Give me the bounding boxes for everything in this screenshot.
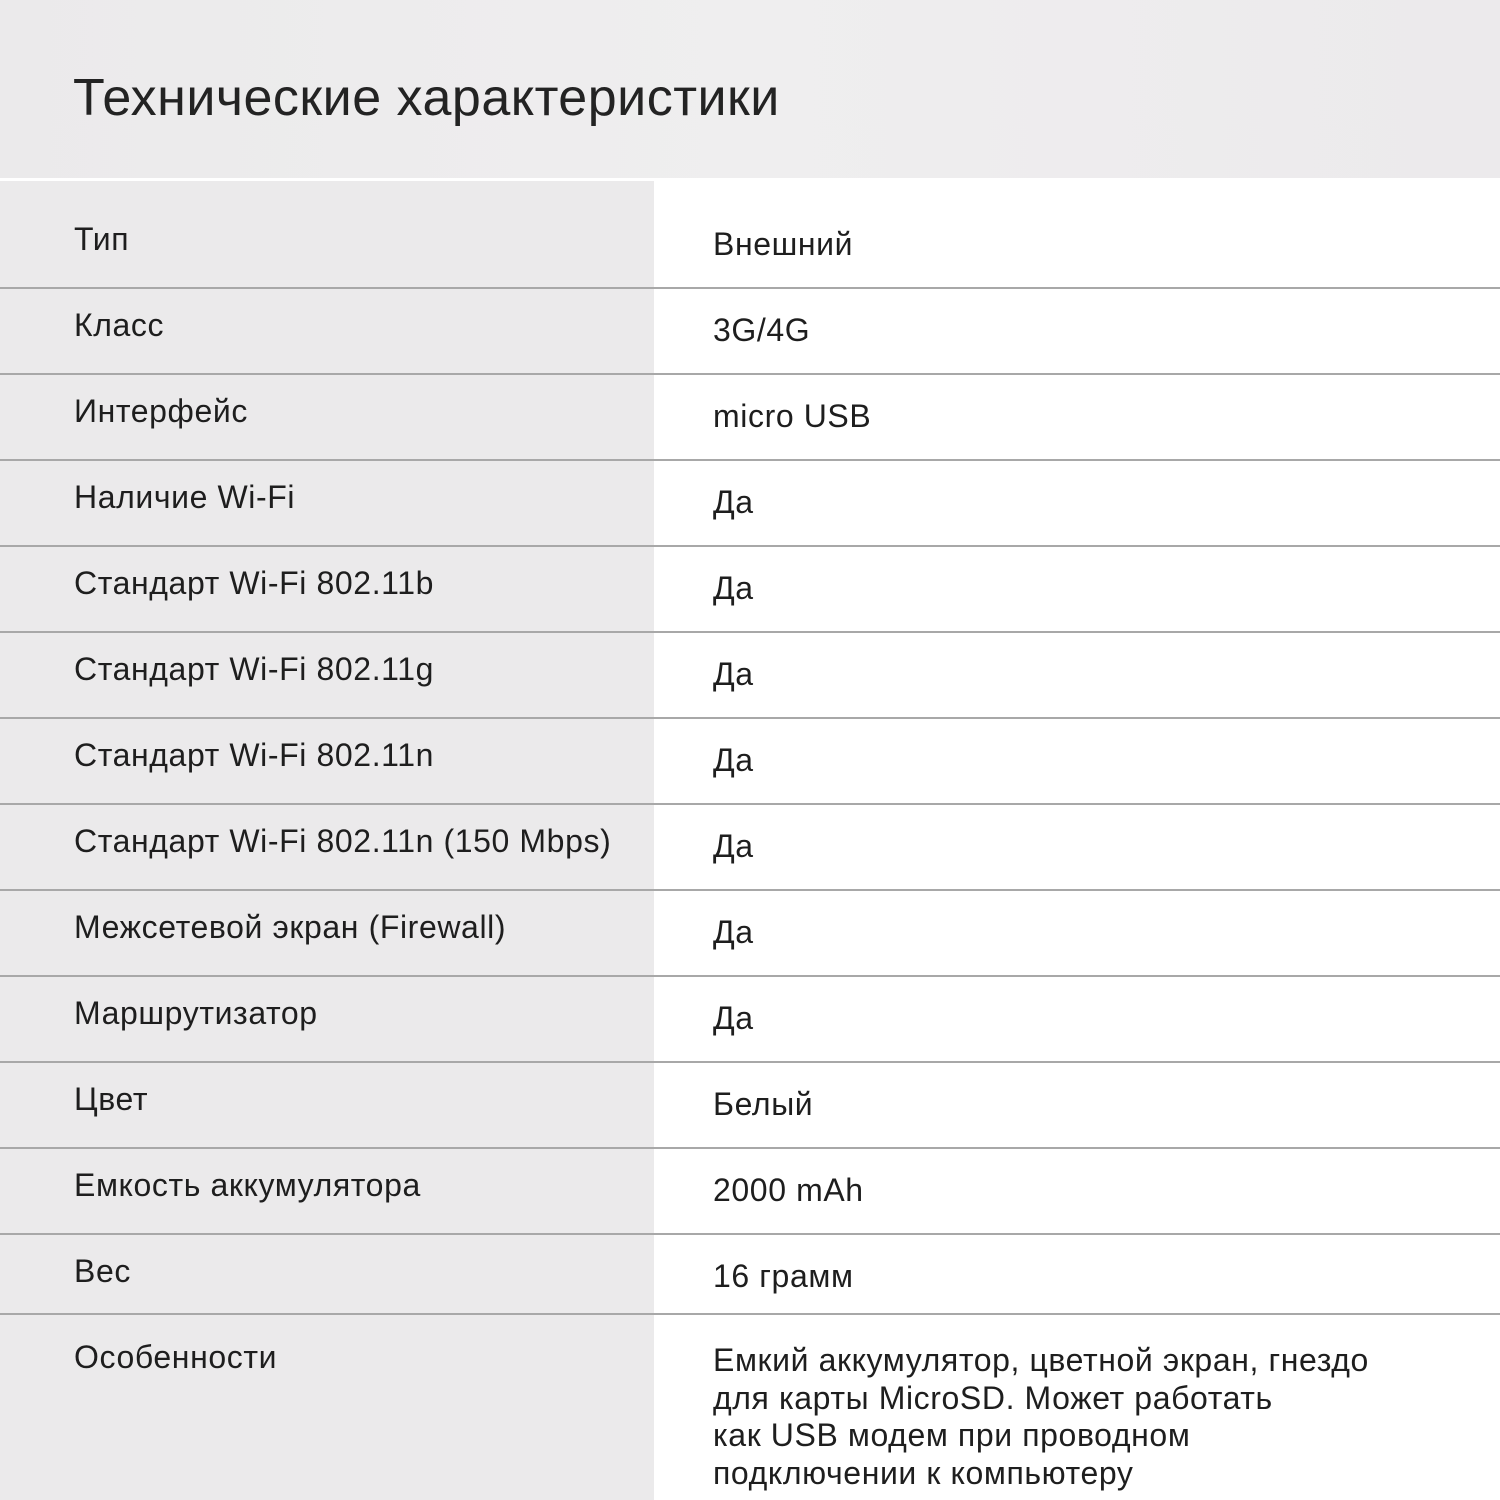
spec-value: Да (713, 656, 754, 692)
spec-key: Маршрутизатор (74, 995, 318, 1031)
value-cell (654, 805, 1500, 891)
spec-key: Стандарт Wi-Fi 802.11b (74, 565, 434, 601)
table-row (0, 977, 1500, 1063)
table-row (0, 547, 1500, 633)
spec-table (0, 181, 1500, 1500)
features-line: для карты MicroSD. Может работать (713, 1379, 1273, 1416)
spec-key: Межсетевой экран (Firewall) (74, 909, 507, 945)
value-cell (654, 891, 1500, 977)
spec-value: 16 грамм (713, 1258, 854, 1294)
table-row (0, 1063, 1500, 1149)
header (0, 0, 1500, 178)
page-title: Технические характеристики (73, 69, 780, 127)
spec-value: Да (713, 1000, 754, 1036)
spec-key: Интерфейс (74, 393, 248, 429)
spec-key: Наличие Wi-Fi (74, 479, 296, 515)
spec-key: Тип (74, 221, 130, 257)
spec-value: Да (713, 742, 754, 778)
spec-value: micro USB (713, 398, 872, 434)
value-cell (654, 547, 1500, 633)
spec-key: Стандарт Wi-Fi 802.11n (74, 737, 434, 773)
table-row (0, 805, 1500, 891)
spec-value: Да (713, 570, 754, 606)
spec-key: Цвет (74, 1081, 149, 1117)
spec-value: Белый (713, 1086, 814, 1122)
spec-value: Да (713, 914, 754, 950)
spec-value: 3G/4G (713, 312, 811, 348)
spec-key: Емкость аккумулятора (74, 1167, 421, 1203)
table-row (0, 1315, 1500, 1500)
table-row (0, 181, 1500, 289)
spec-key: Особенности (74, 1339, 278, 1375)
spec-value: Да (713, 828, 754, 864)
spec-value (713, 1342, 1473, 1492)
spec-value: Да (713, 484, 754, 520)
table-row (0, 891, 1500, 977)
table-row (0, 719, 1500, 805)
features-line: Емкий аккумулятор, цветной экран, гнездо (713, 1342, 1369, 1378)
spec-key: Класс (74, 307, 165, 343)
table-row (0, 1235, 1500, 1315)
spec-key: Стандарт Wi-Fi 802.11g (74, 651, 434, 687)
table-row (0, 461, 1500, 547)
table-row (0, 375, 1500, 461)
value-cell (654, 633, 1500, 719)
spec-value: Внешний (713, 226, 854, 262)
features-line: как USB модем при проводном (713, 1417, 1191, 1453)
table-row (0, 633, 1500, 719)
spec-value: 2000 mAh (713, 1172, 864, 1208)
spec-key: Вес (74, 1253, 131, 1289)
spec-key: Стандарт Wi-Fi 802.11n (150 Mbps) (74, 823, 612, 859)
value-cell (654, 461, 1500, 547)
value-cell (654, 977, 1500, 1063)
features-line: подключении к компьютеру (713, 1454, 1134, 1491)
table-row (0, 1149, 1500, 1235)
value-cell (654, 719, 1500, 805)
table-row (0, 289, 1500, 375)
